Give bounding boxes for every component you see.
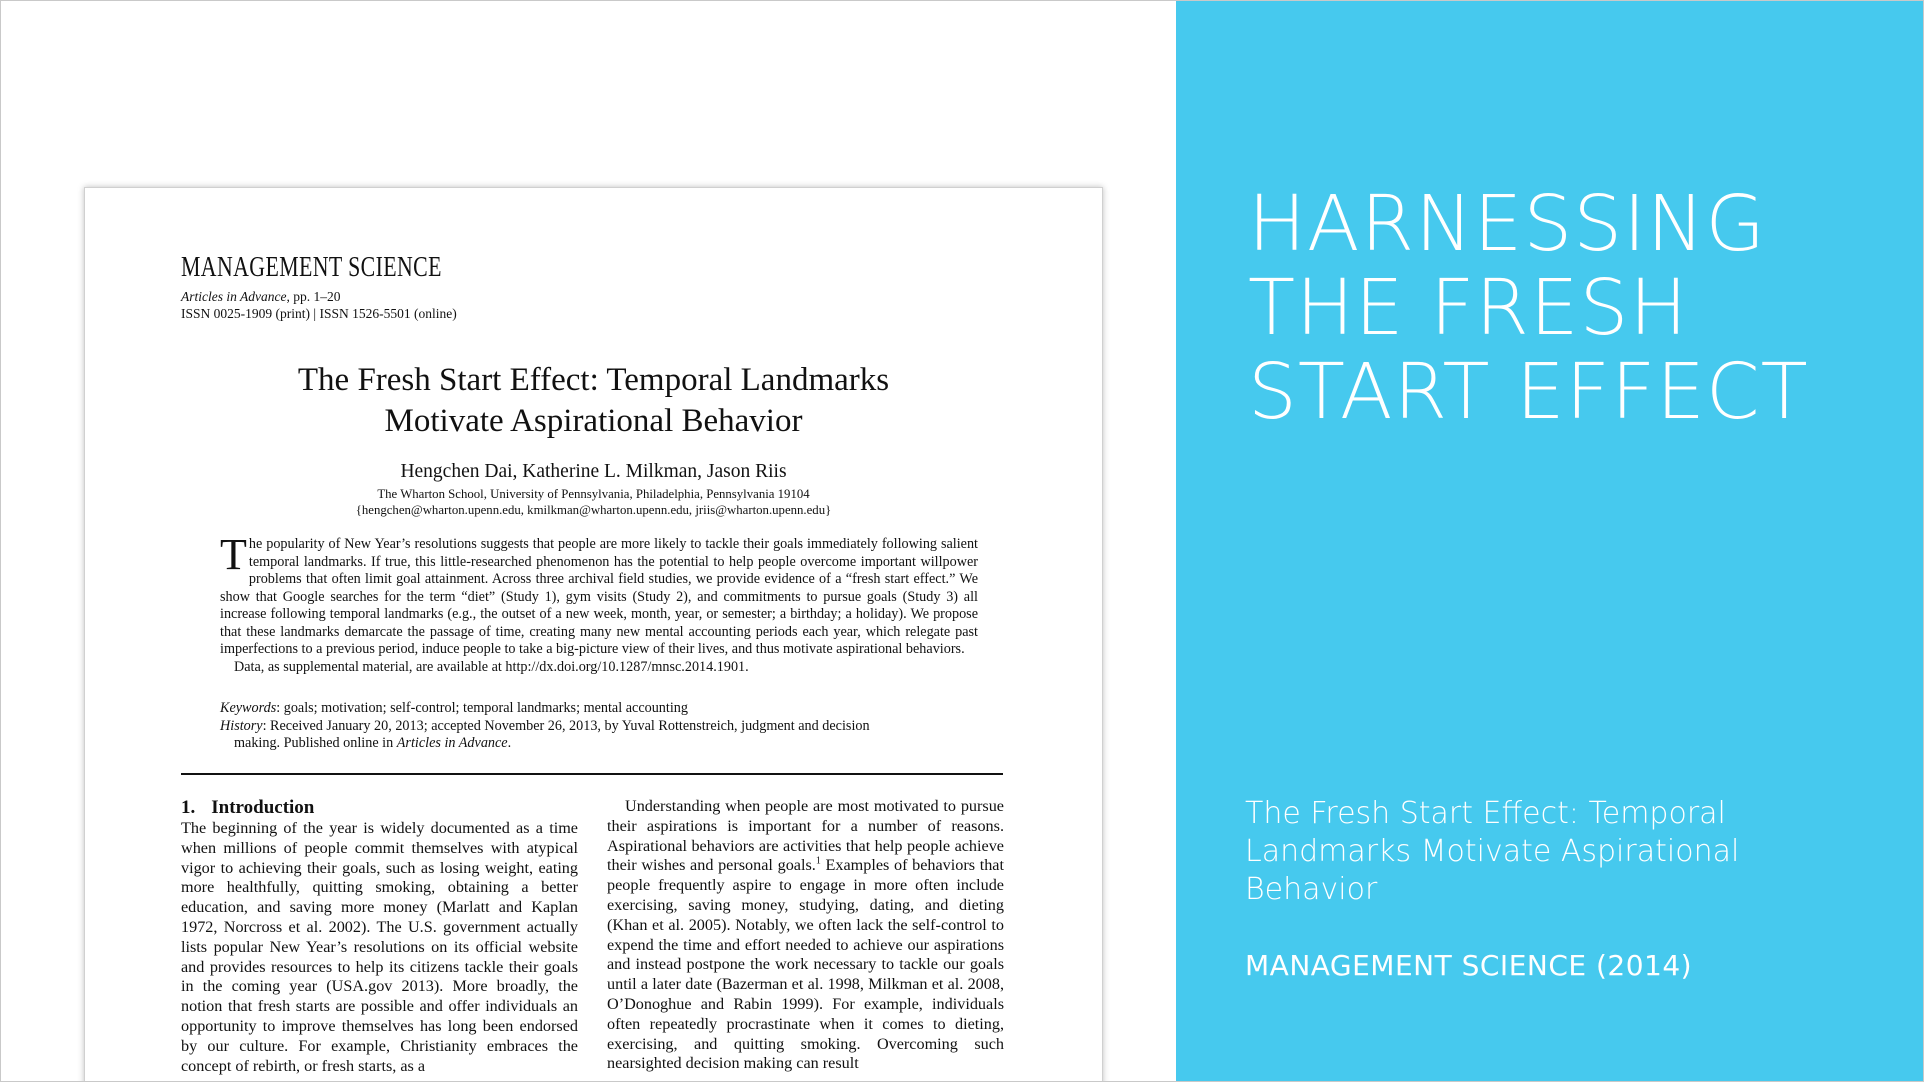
paper-affiliation bbox=[85, 486, 1102, 518]
section-number: 1. bbox=[181, 797, 196, 818]
intro-right-text-a: Understanding when people are most motivated to pursue their aspirations is important for a number of reasons. Aspirational behaviors are activities that help people achieve their wishes and personal goals. bbox=[607, 797, 1004, 875]
footnote-marker: 1 bbox=[815, 856, 821, 867]
section-title: Introduction bbox=[211, 797, 315, 818]
keywords-text: : goals; motivation; self-control; temporal landmarks; mental accounting bbox=[276, 700, 688, 716]
slide-source: MANAGEMENT SCIENCE (2014) bbox=[1245, 949, 1693, 982]
keywords-line bbox=[220, 700, 978, 718]
paper-title bbox=[85, 360, 1102, 442]
journal-name: MANAGEMENT SCIENCE bbox=[181, 252, 442, 283]
history-label: History bbox=[220, 717, 263, 734]
paper-title-line1: The Fresh Start Effect: Temporal Landmarks bbox=[297, 362, 890, 398]
abstract-data-availability: Data, as supplemental material, are available at http://dx.doi.org/10.1287/mnsc.2014.1901. bbox=[234, 658, 749, 675]
abstract-text: he popularity of New Year’s resolutions suggests that people are more likely to tackle their goals immediately following salient temporal landmarks. If true, this little-researched phenomenon has the potential to help people overcome important willpower problems that often limit goal attainment. Across three archival field studies, we provide evidence of a “fresh start effect.” We show that Google searches for the term “diet” (Study 1), gym visits (Study 2), and commitments to pursue goals (Study 3) all increase following temporal landmarks (e.g., the outset of a new week, month, year, or semester; a birthday; a holiday). We propose that these landmarks demarcate the passage of time, creating many new mental accounting periods each year, which relegate past imperfections to a previous period, induce people to take a big-picture view of their lives, and thus motivate aspirational behaviors. bbox=[220, 536, 978, 657]
articles-in-advance: Articles in Advance bbox=[181, 289, 287, 304]
slide-subtitle: The Fresh Start Effect: Temporal Landmarks Motivate Aspirational Behavior bbox=[1245, 796, 1740, 907]
abstract-dropcap: T bbox=[220, 530, 247, 579]
title-panel bbox=[1176, 1, 1924, 1082]
slide-title-line3: START EFFECT bbox=[1248, 348, 1809, 437]
history-cont-text: making. Published online in bbox=[234, 735, 397, 751]
keywords-label: Keywords bbox=[220, 700, 277, 716]
history-cont-end: . bbox=[507, 735, 512, 751]
journal-meta bbox=[181, 288, 457, 322]
history-line bbox=[220, 718, 978, 736]
intro-left-column bbox=[181, 797, 578, 1076]
paper-title-line2: Motivate Aspirational Behavior bbox=[384, 403, 803, 439]
section-divider bbox=[181, 773, 1003, 775]
intro-left-text: The beginning of the year is widely documented as a time when millions of people commit themselves with atypical vigor to achieving their goals, such as losing weight, eating more healthfully, quitting smoking, obtaining a better education, and saving more money (Marlatt and Kaplan 1972, Norcross et al. 2002). The U.S. government actually lists popular New Year’s resolutions on its official website and provides resources to help its citizens tackle their goals in the coming year (USA.gov 2013). More broadly, the notion that fresh starts are possible and offer individuals an opportunity to improve themselves has long been endorsed by our culture. For example, Christianity embraces the concept of rebirth, or fresh starts, as a bbox=[181, 819, 578, 1075]
slide-title-line1: HARNESSING bbox=[1248, 180, 1767, 269]
slide-title bbox=[1248, 180, 1809, 437]
keywords-history bbox=[220, 700, 978, 753]
abstract bbox=[220, 530, 978, 676]
history-text: : Received January 20, 2013; accepted November 26, 2013, by Yuval Rottenstreich, judgment and decision bbox=[262, 717, 870, 734]
journal-pages: , pp. 1–20 bbox=[286, 289, 341, 304]
history-cont-italic: Articles in Advance bbox=[396, 735, 508, 751]
author-emails: {hengchen@wharton.upenn.edu, kmilkman@wharton.upenn.edu, jriis@wharton.upenn.edu} bbox=[355, 503, 832, 517]
intro-right-column bbox=[607, 797, 1004, 1074]
slide-title-line2: THE FRESH bbox=[1248, 264, 1689, 353]
paper-authors: Hengchen Dai, Katherine L. Milkman, Jason Riis bbox=[400, 461, 787, 482]
affiliation-line: The Wharton School, University of Pennsylvania, Philadelphia, Pennsylvania 19104 bbox=[377, 487, 810, 501]
paper-page-image bbox=[84, 187, 1103, 1082]
history-continuation bbox=[220, 735, 978, 753]
journal-pages-line bbox=[181, 288, 457, 305]
section-heading bbox=[181, 797, 578, 819]
intro-right-text-b: Examples of behaviors that people frequently aspire to engage in more often include exercising, saving money, studying, dating, and dieting (Khan et al. 2005). Notably, we often lack the self-control to expend the time and effort needed to achieve our aspirations and instead postpone the work necessary to tackle our goals until a later date (Bazerman et al. 1998, Milkman et al. 2008, O’Donoghue and Rabin 1999). For example, individuals often repeatedly procrastinate when it comes to dieting, exercising, and quitting smoking. Overcoming such nearsighted decision making can result bbox=[607, 856, 1004, 1073]
journal-issn: ISSN 0025-1909 (print) | ISSN 1526-5501 (online) bbox=[181, 306, 457, 321]
